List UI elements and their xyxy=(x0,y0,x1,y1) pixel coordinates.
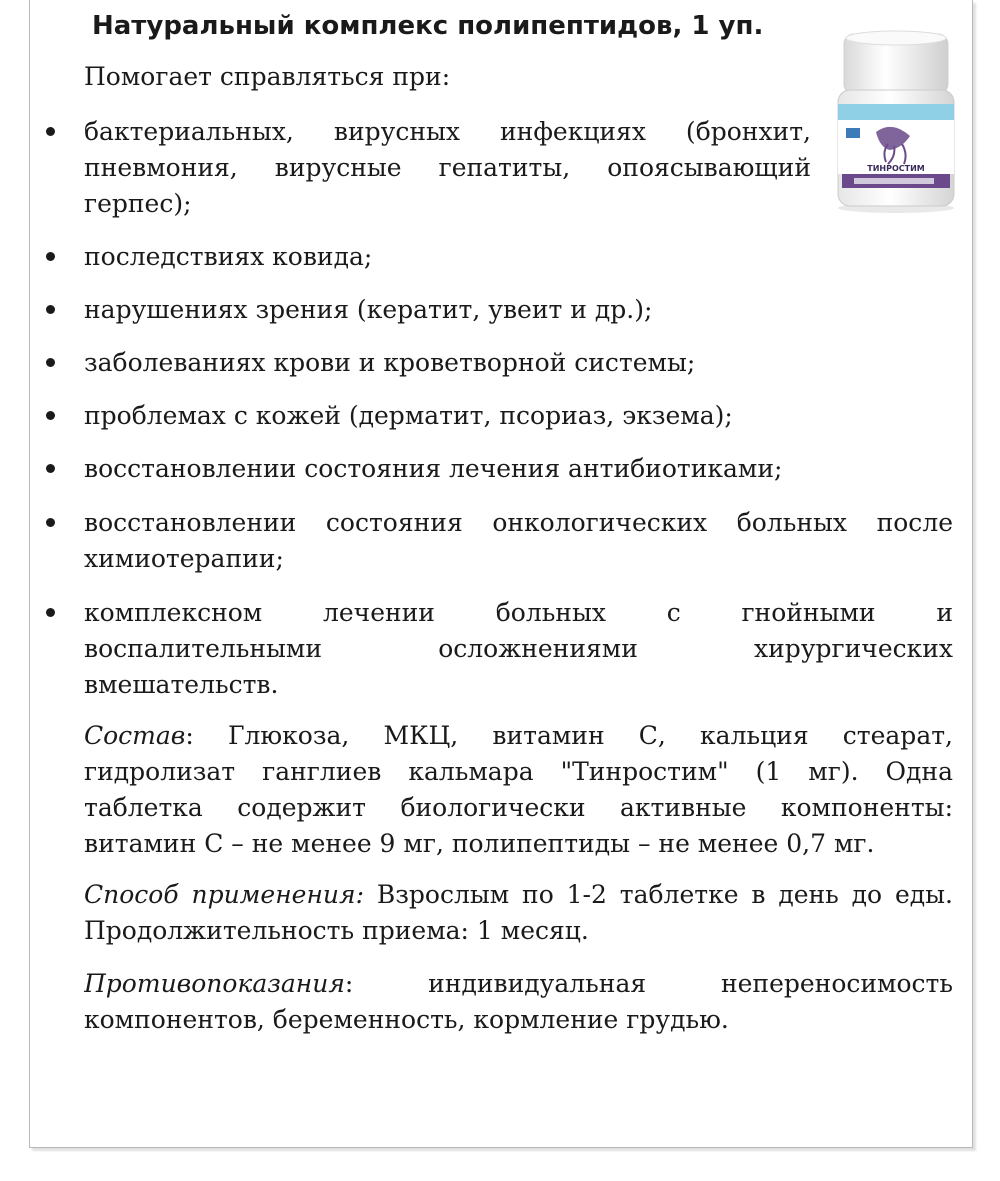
contraindications-text: : индивидуальная непереносимость xyxy=(344,969,953,998)
contraindications-label: Противопоказания xyxy=(84,969,345,998)
list-item xyxy=(84,451,953,487)
list-item-line: вмешательств. xyxy=(84,670,279,699)
list-item-line: восстановлении состояния лечения антибиотиками; xyxy=(84,454,783,483)
contraindications-line: компонентов, беременность, кормление грудью. xyxy=(84,1005,729,1034)
list-item-line: пневмония, вирусные гепатиты, опоясывающий xyxy=(84,153,811,182)
composition-label: Состав xyxy=(84,721,186,750)
list-item-line: восстановлении состояния онкологических больных после xyxy=(84,508,953,537)
list-item xyxy=(84,595,953,703)
list-item-line: последствиях ковида; xyxy=(84,242,373,271)
contraindications-line xyxy=(84,966,953,1002)
list-item-line: химиотерапии; xyxy=(84,544,284,573)
list-item-line: комплексном лечении больных с гнойными и xyxy=(84,598,953,627)
list-item-line: проблемах с кожей (дерматит, псориаз, экзема); xyxy=(84,401,733,430)
composition-line xyxy=(84,718,953,754)
list-item-line: нарушениях зрения (кератит, увеит и др.); xyxy=(84,295,653,324)
usage-line xyxy=(84,877,953,913)
document-title: Натуральный комплекс полипептидов, 1 уп. xyxy=(92,11,764,41)
list-item-line: заболеваниях крови и кроветворной системы; xyxy=(84,348,696,377)
composition-line: таблетка содержит биологически активные компоненты: xyxy=(84,793,953,822)
contraindications-paragraph xyxy=(84,966,953,1038)
usage-text: Взрослым по 1-2 таблетке в день до еды. xyxy=(364,880,953,909)
composition-line: витамин С – не менее 9 мг, полипептиды – не менее 0,7 мг. xyxy=(84,829,875,858)
list-item xyxy=(84,505,953,577)
product-label-text: ТИНРОСТИМ xyxy=(867,164,925,173)
list-item xyxy=(84,239,953,275)
product-jar-image xyxy=(832,28,960,214)
usage-label: Способ применения: xyxy=(84,880,365,909)
list-item xyxy=(84,398,953,434)
composition-paragraph xyxy=(84,718,953,862)
list-item xyxy=(84,292,953,328)
composition-text: : Глюкоза, МКЦ, витамин С, кальция стеарат, xyxy=(185,721,953,750)
list-item-line: герпес); xyxy=(84,189,192,218)
list-item-line: бактериальных, вирусных инфекциях (бронхит, xyxy=(84,117,811,146)
list-item xyxy=(84,114,811,222)
composition-line: гидролизат ганглиев кальмара "Тинростим" (1 мг). Одна xyxy=(84,757,953,786)
usage-paragraph xyxy=(84,877,953,949)
intro-text: Помогает справляться при: xyxy=(84,62,451,91)
usage-line: Продолжительность приема: 1 месяц. xyxy=(84,916,589,945)
list-item xyxy=(84,345,953,381)
list-item-line: воспалительными осложнениями хирургических xyxy=(84,634,953,663)
